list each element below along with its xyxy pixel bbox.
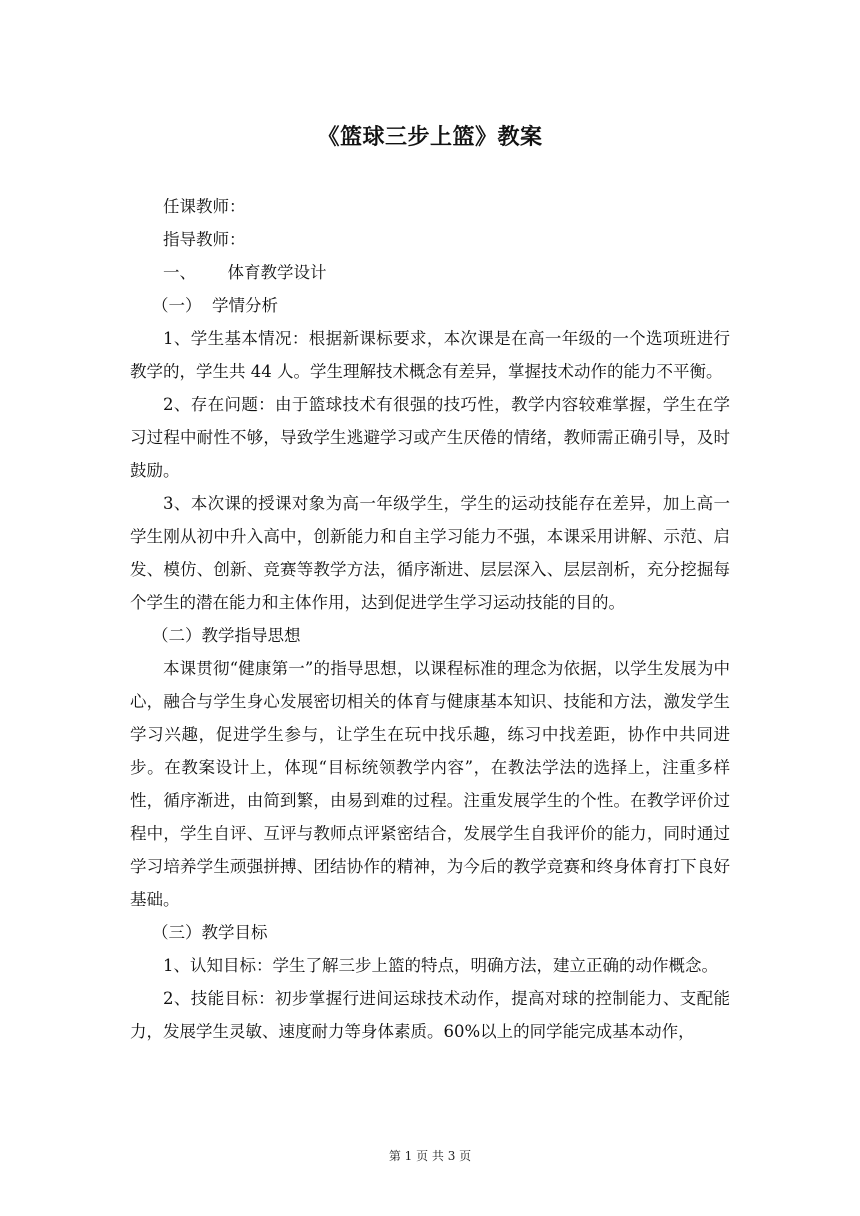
paragraph-problems: 2、存在问题：由于篮球技术有很强的技巧性，教学内容较难掌握，学生在学习过程中耐性不够，导致学生逃避学习或产生厌倦的情绪，教师需正确引导，及时鼓励。 <box>130 395 730 480</box>
subheading-teaching-goals: （三）教学目标 <box>152 923 268 942</box>
paragraph-skill-goal: 2、技能目标：初步掌握行进间运球技术动作，提高对球的控制能力、支配能力，发展学生灵敏、速度耐力等身体素质。60%以上的同学能完成基本动作， <box>130 989 730 1041</box>
section-heading-design: 一、 体育教学设计 <box>163 263 327 282</box>
guide-teacher-line: 指导教师： <box>163 230 246 249</box>
paragraph-student-basics: 1、学生基本情况：根据新课标要求，本次课是在高一年级的一个选项班进行教学的，学生共 44 人。学生理解技术概念有差异，掌握技术动作的能力不平衡。 <box>130 329 730 381</box>
page-footer: 第 1 页 共 3 页 <box>388 1149 472 1163</box>
paragraph-guiding-ideology: 本课贯彻“健康第一”的指导思想，以课程标准的理念为依据，以学生发展为中心，融合与学生身心发展密切相关的体育与健康基本知识、技能和方法，激发学生学习兴趣，促进学生参与，让学生在玩中找乐趣，练习中找差距，协作中共同进步。在教案设计上，体现“目标统领教学内容”，在教法学法的选择上，注重多样性，循序渐进，由简到繁，由易到难的过程。注重发展学生的个性。在教学评价过程中，学生自评、互评与教师点评紧密结合，发展学生自我评价的能力，同时通过学习培养学生顽强拼搏、团结协作的精神，为今后的教学竞赛和终身体育打下良好基础。 <box>130 659 730 909</box>
subheading-analysis: （一） 学情分析 <box>152 296 278 315</box>
subheading-guiding-ideology: （二）教学指导思想 <box>152 626 301 645</box>
paragraph-teaching-methods: 3、本次课的授课对象为高一年级学生，学生的运动技能存在差异，加上高一学生刚从初中升入高中，创新能力和自主学习能力不强，本课采用讲解、示范、启发、模仿、创新、竞赛等教学方法，循序渐进、层层深入、层层剖析，充分挖掘每个学生的潜在能力和主体作用，达到促进学生学习运动技能的目的。 <box>130 494 730 612</box>
paragraph-cognitive-goal: 1、认知目标：学生了解三步上篮的特点，明确方法，建立正确的动作概念。 <box>163 956 718 975</box>
document-body <box>130 190 730 1048</box>
teacher-line: 任课教师： <box>163 197 246 216</box>
document-title: 《篮球三步上篮》教案 <box>317 124 543 150</box>
